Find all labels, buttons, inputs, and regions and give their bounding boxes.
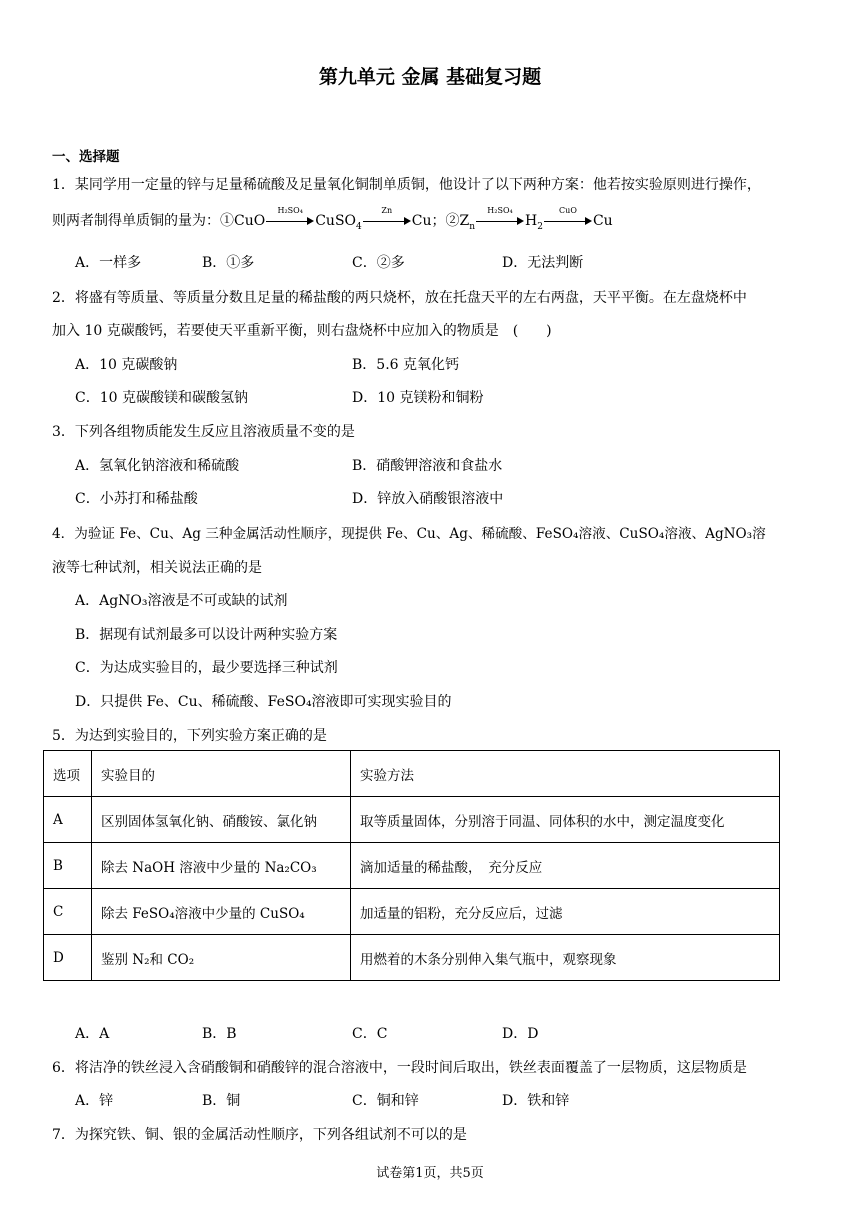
table-row <box>44 935 780 981</box>
formula-prefix: 则两者制得单质铜的量为：①CuO <box>52 213 266 229</box>
q1-option-b[interactable]: B．①多 <box>202 255 255 271</box>
reaction-arrow-icon <box>363 206 411 226</box>
reaction-arrow-icon <box>266 206 314 226</box>
question-2-text: 2．将盛有等质量、等质量分数且足量的稀盐酸的两只烧杯，放在托盘天平的左右两盘，天平平衡。在左盘烧杯中 <box>52 290 747 306</box>
formula-h: H <box>525 213 538 229</box>
table-cell: B <box>44 843 92 889</box>
table-cell: 取等质量固体，分别溶于同温、同体积的水中，测定温度变化 <box>351 797 780 843</box>
question-4-text-2: 液等七种试剂，相关说法正确的是 <box>52 560 262 576</box>
q5-option-a[interactable]: A．A <box>75 1026 110 1042</box>
table-header: 实验目的 <box>92 751 351 797</box>
q1-option-d[interactable]: D．无法判断 <box>502 255 584 271</box>
table-cell: 用燃着的木条分别伸入集气瓶中，观察现象 <box>351 935 780 981</box>
arrow-label: H₂SO₄ <box>487 206 513 215</box>
q3-option-c[interactable]: C．小苏打和稀盐酸 <box>75 491 198 507</box>
q6-option-c[interactable]: C．铜和锌 <box>352 1093 419 1109</box>
arrow-label: Zn <box>381 206 393 215</box>
q4-option-a[interactable]: A．AgNO₃溶液是不可或缺的试剂 <box>75 593 288 609</box>
experiment-table <box>43 750 780 981</box>
formula-end: Cu <box>592 213 613 229</box>
table-row <box>44 843 780 889</box>
table-cell: D <box>44 935 92 981</box>
table-row <box>44 797 780 843</box>
question-6-text: 6．将洁净的铁丝浸入含硝酸铜和硝酸锌的混合溶液中，一段时间后取出，铁丝表面覆盖了一层物质，这层物质是 <box>52 1060 747 1076</box>
q1-option-c[interactable]: C．②多 <box>352 255 405 271</box>
q6-option-a[interactable]: A．锌 <box>75 1093 114 1109</box>
page-title: 第九单元 金属 基础复习题 <box>318 66 542 88</box>
q2-option-a[interactable]: A．10 克碳酸钠 <box>75 357 178 373</box>
question-4-text: 4．为验证 Fe、Cu、Ag 三种金属活动性顺序，现提供 Fe、Cu、Ag、稀硫酸、FeSO₄溶液、CuSO₄溶液、AgNO₃溶 <box>52 526 766 542</box>
q2-option-c[interactable]: C．10 克碳酸镁和碳酸氢钠 <box>75 390 248 406</box>
q5-option-c[interactable]: C．C <box>352 1026 388 1042</box>
table-cell: 鉴别 N₂和 CO₂ <box>92 935 351 981</box>
formula-cu: Cu；②Z <box>411 213 470 229</box>
q2-option-b[interactable]: B．5.6 克氧化钙 <box>352 357 460 373</box>
q3-option-d[interactable]: D．锌放入硝酸银溶液中 <box>352 491 504 507</box>
reaction-arrow-icon <box>544 206 592 226</box>
table-cell: 加适量的铝粉，充分反应后，过滤 <box>351 889 780 935</box>
q3-option-b[interactable]: B．硝酸钾溶液和食盐水 <box>352 458 503 474</box>
table-header-row <box>44 751 780 797</box>
table-cell: 除去 FeSO₄溶液中少量的 CuSO₄ <box>92 889 351 935</box>
table-cell: 除去 NaOH 溶液中少量的 Na₂CO₃ <box>92 843 351 889</box>
formula-sub: n <box>469 221 476 232</box>
section-heading: 一、选择题 <box>52 149 120 165</box>
arrow-label: H₂SO₄ <box>277 206 303 215</box>
q1-option-a[interactable]: A．一样多 <box>75 255 142 271</box>
table-header: 选项 <box>44 751 92 797</box>
arrow-label: CuO <box>559 206 577 215</box>
formula-sub: 4 <box>356 221 362 232</box>
q6-option-d[interactable]: D．铁和锌 <box>502 1093 570 1109</box>
q4-option-b[interactable]: B．据现有试剂最多可以设计两种实验方案 <box>75 627 338 643</box>
question-1-formula <box>52 206 613 232</box>
q6-option-b[interactable]: B．铜 <box>202 1093 241 1109</box>
question-1-text: 1．某同学用一定量的锌与足量稀硫酸及足量氧化铜制单质铜，他设计了以下两种方案：他若按实验原则进行操作， <box>52 177 761 193</box>
table-row <box>44 889 780 935</box>
formula-sub: 2 <box>537 221 543 232</box>
q4-option-d[interactable]: D．只提供 Fe、Cu、稀硫酸、FeSO₄溶液即可实现实验目的 <box>75 694 452 710</box>
reaction-arrow-icon <box>476 206 524 226</box>
formula-cuso: CuSO <box>315 213 357 229</box>
table-cell: 滴加适量的稀盐酸， 充分反应 <box>351 843 780 889</box>
question-2-text-2: 加入 10 克碳酸钙，若要使天平重新平衡，则右盘烧杯中应加入的物质是 ( ) <box>52 323 552 339</box>
table-cell: 区别固体氢氧化钠、硝酸铵、氯化钠 <box>92 797 351 843</box>
question-5-text: 5．为达到实验目的，下列实验方案正确的是 <box>52 728 327 744</box>
q3-option-a[interactable]: A．氢氧化钠溶液和稀硫酸 <box>75 458 240 474</box>
table-header: 实验方法 <box>351 751 780 797</box>
page-footer: 试卷第1页，共5页 <box>376 1166 484 1181</box>
q2-option-d[interactable]: D．10 克镁粉和铜粉 <box>352 390 484 406</box>
q5-option-b[interactable]: B．B <box>202 1026 237 1042</box>
q5-option-d[interactable]: D．D <box>502 1026 539 1042</box>
question-3-text: 3．下列各组物质能发生反应且溶液质量不变的是 <box>52 424 355 440</box>
question-7-text: 7．为探究铁、铜、银的金属活动性顺序，下列各组试剂不可以的是 <box>52 1127 467 1143</box>
table-cell: A <box>44 797 92 843</box>
q4-option-c[interactable]: C．为达成实验目的，最少要选择三种试剂 <box>75 660 338 676</box>
table-cell: C <box>44 889 92 935</box>
